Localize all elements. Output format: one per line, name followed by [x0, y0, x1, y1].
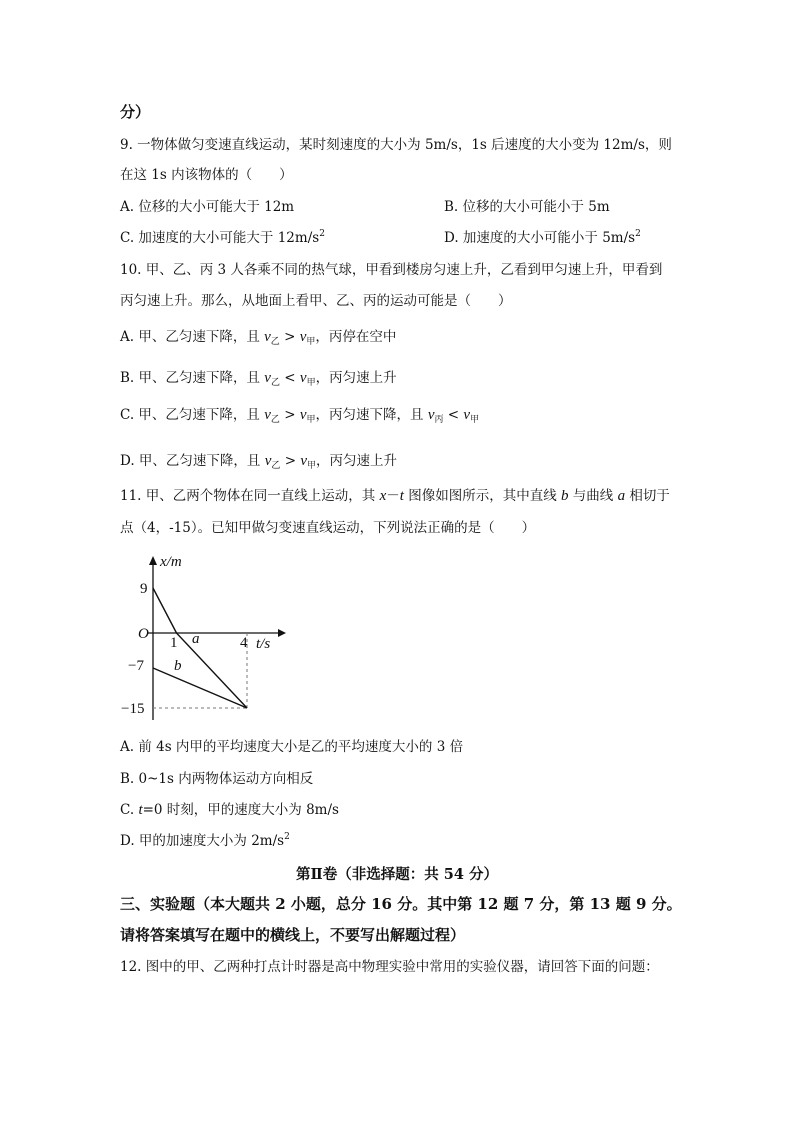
y-axis-label: x/m	[160, 554, 182, 570]
q11-stem-line1: 11. 甲、乙两个物体在同一直线上运动，其 x－t 图像如图所示，其中直线 b 与曲线 a 相切于	[120, 488, 670, 504]
x-tick-1: 1	[170, 635, 178, 651]
q11-option-b: B. 0~1s 内两物体运动方向相反	[120, 771, 314, 787]
q11-option-d: D. 甲的加速度大小为 $2m/s^2$	[120, 832, 290, 849]
section-3-heading-line1: 三、实验题（本大题共 2 小题，总分 16 分。其中第 12 题 7 分，第 13 题 9 分。	[120, 895, 682, 913]
q10-option-c: C. 甲、乙匀速下降，且 $v_乙 > v_甲$，丙匀速下降，且 $v_丙 < v_甲$	[120, 407, 480, 425]
q10-option-a: A. 甲、乙匀速下降，且 $v_乙 > v_甲$，丙停在空中	[120, 329, 397, 347]
q9-option-d: D. 加速度的大小可能小于 $5m/s^2$	[444, 229, 641, 246]
series-a-line-segment-1	[153, 588, 177, 633]
x-axis-arrow	[278, 629, 286, 637]
q11-stem-line2: 点（4，-15）。已知甲做匀变速直线运动，下列说法正确的是（ ）	[120, 520, 536, 536]
xt-graph	[118, 550, 298, 725]
q9-stem-line1: 9. 一物体做匀变速直线运动，某时刻速度的大小为 5m/s，1s 后速度的大小变为 12m/s，则	[120, 137, 672, 153]
section-3-heading-line2: 请将答案填写在题中的横线上，不要写出解题过程）	[120, 926, 466, 944]
origin-label: O	[138, 626, 149, 642]
series-a-line-segment-2	[177, 633, 248, 708]
y-tick-minus7: −7	[128, 658, 144, 674]
y-tick-minus15: −15	[121, 701, 145, 717]
y-tick-9: 9	[140, 581, 148, 597]
series-a-label: a	[192, 631, 200, 647]
series-b-line	[153, 668, 247, 708]
x-tick-4: 4	[240, 635, 248, 651]
q10-stem-line2: 丙匀速上升。那么，从地面上看甲、乙、丙的运动可能是（ ）	[120, 293, 512, 309]
q9-option-b: B. 位移的大小可能小于 5m	[444, 199, 610, 215]
q11-option-c: C. t=0 时刻，甲的速度大小为 8m/s	[120, 802, 339, 818]
q12-stem: 12. 图中的甲、乙两种打点计时器是高中物理实验中常用的实验仪器，请回答下面的问题：	[120, 959, 659, 975]
q11-option-a: A. 前 4s 内甲的平均速度大小是乙的平均速度大小的 3 倍	[120, 739, 464, 755]
q9-option-a: A. 位移的大小可能大于 12m	[120, 199, 295, 215]
x-axis-label: t/s	[256, 636, 271, 652]
q10-stem-line1: 10. 甲、乙、丙 3 人各乘不同的热气球，甲看到楼房匀速上升，乙看到甲匀速上升，甲看到	[120, 262, 663, 278]
q10-option-b: B. 甲、乙匀速下降，且 $v_乙 < v_甲$，丙匀速上升	[120, 370, 397, 388]
fragment-text: 分）	[120, 103, 151, 121]
y-axis-arrow	[149, 556, 157, 565]
q9-option-c: C. 加速度的大小可能大于 $12m/s^2$	[120, 229, 325, 246]
q10-option-d: D. 甲、乙匀速下降，且 $v_乙 > v_甲$，丙匀速上升	[120, 453, 397, 471]
series-b-label: b	[174, 658, 182, 674]
q9-stem-line2: 在这 1s 内该物体的（ ）	[120, 167, 293, 183]
section-2-title: 第Ⅱ卷（非选择题：共 54 分）	[296, 866, 498, 883]
